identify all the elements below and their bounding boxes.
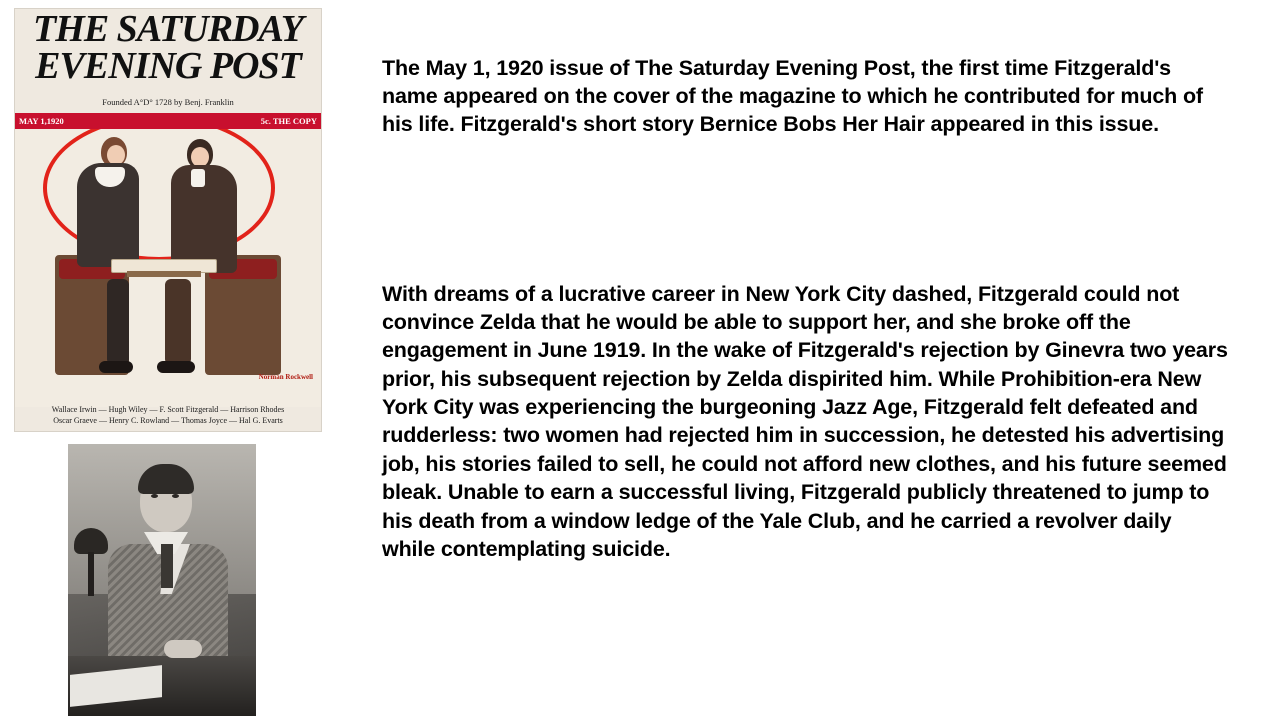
cover-illustration	[15, 129, 321, 407]
desk-lamp-shade-icon	[74, 528, 108, 554]
woman-face	[107, 145, 125, 165]
contributors-line-2: Oscar Graeve — Henry C. Rowland — Thomas Joyce — Hal G. Evarts	[53, 416, 283, 426]
man-shoe	[157, 361, 195, 373]
artist-signature: Norman Rockwell	[258, 372, 313, 381]
magazine-masthead	[15, 8, 321, 88]
portrait-hand	[164, 640, 202, 658]
masthead-line-1: THE SATURDAY	[33, 8, 303, 50]
man-legs	[165, 279, 191, 365]
left-image-column	[0, 0, 360, 720]
portrait-necktie	[161, 544, 173, 588]
woman-legs	[107, 279, 129, 365]
portrait-eye-left	[151, 494, 158, 498]
magazine-date-label: MAY 1,1920	[19, 116, 64, 126]
woman-shoe	[99, 361, 133, 373]
caption-paragraph: The May 1, 1920 issue of The Saturday Evening Post, the first time Fitzgerald's name appeared on the cover of the magazine to which he contributed for much of his life. Fitzgerald's short story Bernice Bobs Her Hair appeared in this issue.	[382, 55, 1203, 137]
magazine-date-bar	[15, 113, 321, 129]
game-table-legs	[127, 271, 201, 277]
contributors-line-1: Wallace Irwin — Hugh Wiley — F. Scott Fitzgerald — Harrison Rhodes	[51, 404, 285, 414]
magazine-cover-image	[14, 8, 322, 432]
man-face	[191, 147, 209, 167]
portrait-eye-right	[172, 494, 179, 498]
man-shirt	[191, 169, 205, 187]
masthead-line-2: EVENING POST	[35, 45, 301, 88]
fitzgerald-portrait-photo	[68, 444, 256, 716]
desk-lamp-stem	[88, 552, 94, 596]
right-text-column	[382, 0, 1242, 720]
magazine-contributors	[15, 404, 321, 427]
body-paragraph: With dreams of a lucrative career in New York City dashed, Fitzgerald could not convince Zelda that he would be able to support her, and she broke off the engagement in June 1919. In the wake of Fitzgerald's rejection by Ginevra two years prior, his subsequent rejection by Zelda dispirited him. While Prohibition-era New York City was experiencing the burgeoning Jazz Age, Fitzgerald felt defeated and rudderless: two women had rejected him in succession, he detested his advertising job, his stories failed to sell, he could not afford new clothes, and his future seemed bleak. Unable to earn a successful living, Fitzgerald publicly threatened to jump to his death from a window ledge of the Yale Club, and he carried a revolver daily while contemplating suicide.	[382, 281, 1228, 561]
magazine-founded-line: Founded A°D° 1728 by Benj. Franklin	[102, 97, 234, 107]
magazine-price-label: 5c. THE COPY	[260, 116, 317, 126]
